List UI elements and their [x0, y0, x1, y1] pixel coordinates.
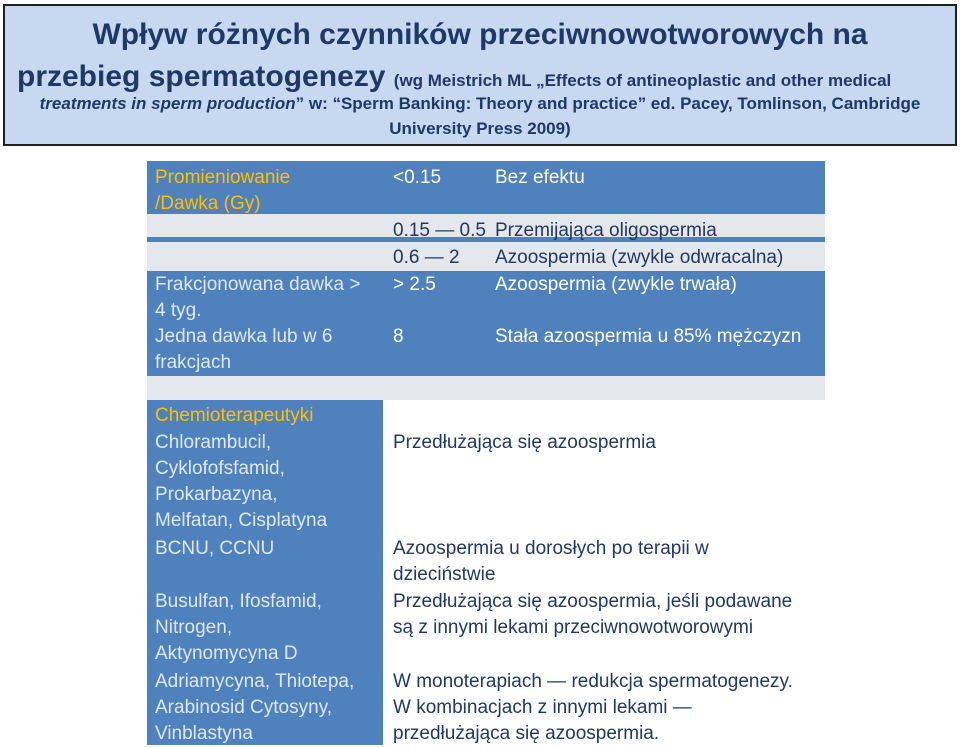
single-dose-label-2: frakcjach	[155, 352, 232, 373]
dose-effect: Bez efektu	[495, 167, 585, 188]
dose-value: 8	[393, 326, 404, 347]
drug-line: Adriamycyna, Thiotepa,	[155, 671, 355, 692]
chemo-effect-line: przedłużająca się azoospermia.	[393, 723, 660, 744]
title-banner	[3, 4, 957, 146]
title-line-2	[17, 60, 891, 94]
chemo-effect-line: są z innymi lekami przeciwnowotworowymi	[393, 617, 754, 638]
drug-line: Busulfan, Ifosfamid,	[155, 591, 322, 612]
dose-value: 0.6 — 2	[393, 247, 460, 268]
citation-title: treatments in sperm production	[39, 94, 296, 113]
fractionated-label-1: Frakcjonowana dawka >	[155, 274, 361, 295]
spacer-row	[147, 376, 825, 400]
dose-effect: Przemijająca oligospermia	[495, 220, 717, 241]
drug-line: Arabinosid Cytosyny,	[155, 697, 333, 718]
drug-line: Prokarbazyna,	[155, 484, 278, 505]
chemo-effect-line: Azoospermia u dorosłych po terapii w	[393, 538, 709, 559]
chemo-heading: Chemioterapeutyki	[155, 405, 314, 426]
drug-line: Nitrogen,	[155, 617, 233, 638]
citation-start: (wg Meistrich ML „Effects of antineoplastic and other medical	[393, 71, 892, 90]
drug-line: Aktynomycyna D	[155, 643, 298, 664]
chemo-effect-line: dzieciństwie	[393, 564, 496, 585]
citation-publisher: University Press 2009)	[389, 119, 571, 138]
chemo-effect-line: W monoterapiach — redukcja spermatogenezy.	[393, 671, 793, 692]
title-main-term: przebieg spermatogenezy	[17, 60, 386, 93]
title-line-1: Wpływ różnych czynników przeciwnowotworowych na	[92, 18, 868, 51]
drug-line: BCNU, CCNU	[155, 538, 275, 559]
drug-line: Melfatan, Cisplatyna	[155, 510, 328, 531]
chemo-effect-line: Przedłużająca się azoospermia	[393, 432, 656, 453]
radiation-heading-line1: Promieniowanie	[155, 167, 291, 188]
dose-value: 0.15 — 0.5	[393, 220, 486, 241]
drug-line: Vinblastyna	[155, 723, 253, 744]
fractionated-label-2: 4 tyg.	[155, 300, 202, 321]
citation-line	[5, 94, 955, 114]
dose-effect: Azoospermia (zwykle odwracalna)	[495, 247, 784, 268]
citation-source: ” w: “Sperm Banking: Theory and practice” ed. Pacey, Tomlinson, Cambridge	[295, 94, 921, 113]
dose-value: > 2.5	[393, 274, 436, 295]
radiation-heading-line2: /Dawka (Gy)	[155, 193, 261, 214]
single-dose-label-1: Jedna dawka lub w 6	[155, 326, 333, 347]
dose-effect: Stała azoospermia u 85% mężczyzn	[495, 326, 802, 347]
drug-line: Chlorambucil,	[155, 432, 272, 453]
dose-effect: Azoospermia (zwykle trwała)	[495, 274, 737, 295]
radiation-row-2	[147, 214, 825, 237]
chemo-effect-line: Przedłużająca się azoospermia, jeśli podawane	[393, 591, 793, 612]
dose-value: <0.15	[393, 167, 442, 188]
drug-line: Cyklofofsfamid,	[155, 458, 285, 479]
chemo-effect-line: W kombinacjach z innymi lekami —	[393, 697, 692, 718]
